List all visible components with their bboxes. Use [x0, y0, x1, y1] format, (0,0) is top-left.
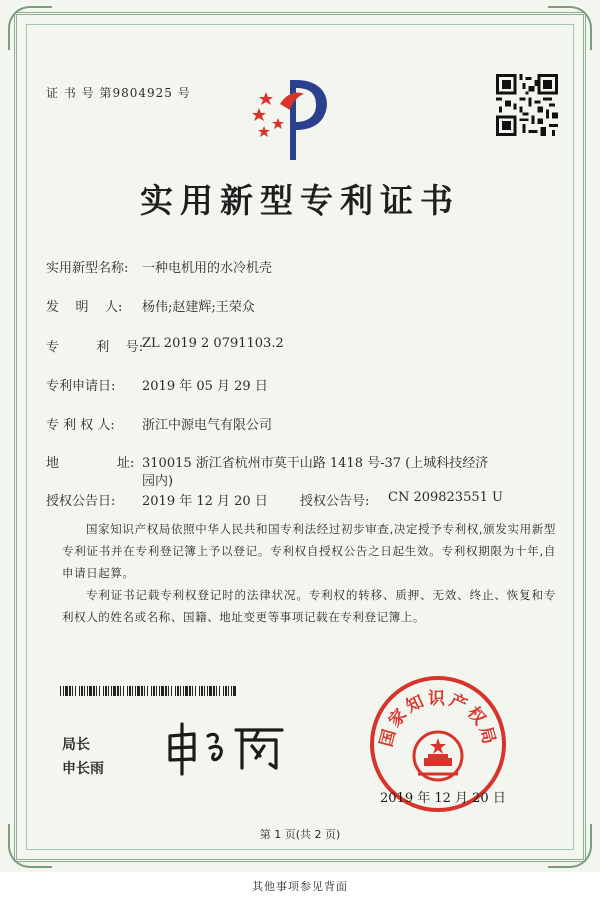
field-value: ZL 2019 2 0791103.2 [142, 336, 284, 351]
statement-paragraph: 国家知识产权局依照中华人民共和国专利法经过初步审查,决定授予专利权,颁发实用新型专利证书并在专利登记簿上予以登记。专利权自授权公告之日起生效。专利权期限为十年,自申请日起算。 [62, 522, 556, 580]
field-label: 专 利 号: [46, 340, 144, 355]
field-value: 2019 年 12 月 20 日 [142, 494, 268, 509]
legal-status-paragraph: 专利证书记载专利权登记时的法律状况。专利权的转移、质押、无效、终止、恢复和专利权人的姓名或名称、国籍、地址变更等事项记载在专利登记簿上。 [62, 588, 556, 624]
field-label: 发 明 人: [46, 300, 123, 315]
field-label: 专利申请日: [46, 379, 116, 394]
corner-ornament [8, 6, 52, 50]
field-value: 2019 年 05 月 29 日 [142, 379, 268, 394]
handwritten-signature [160, 718, 290, 778]
footer-note: 其他事项参见背面 [252, 880, 348, 893]
certificate-title: 实用新型专利证书 [140, 181, 460, 220]
certificate-number: 证 书 号 第9804925 号 [46, 86, 191, 100]
page-number: 第 1 页(共 2 页) [259, 828, 341, 841]
cnipa-logo-icon [252, 74, 332, 164]
field-value: CN 209823551 U [388, 490, 503, 505]
field-label: 授权公告号: [300, 494, 370, 509]
seal-text: 国家知识产权局 [376, 689, 500, 749]
national-emblem-icon [414, 732, 462, 780]
field-value: 浙江中源电气有限公司 [142, 418, 273, 433]
field-value: 310015 浙江省杭州市莫干山路 1418 号-37 (上城科技经济 [142, 456, 489, 471]
address-continuation: 园内) [142, 474, 174, 489]
field-label: 专 利 权 人: [46, 418, 115, 433]
field-label: 地 址: [46, 456, 135, 471]
field-label: 实用新型名称: [46, 261, 129, 276]
corner-ornament [548, 6, 592, 50]
field-label: 授权公告日: [46, 494, 116, 509]
signatory-name: 申长雨 [62, 761, 104, 777]
qr-code-icon [496, 74, 558, 136]
signatory-title: 局长 [62, 737, 90, 753]
seal-date: 2019 年 12 月 20 日 [380, 791, 506, 806]
barcode-icon [60, 686, 236, 696]
field-value: 一种电机用的水冷机壳 [142, 261, 273, 276]
field-value: 杨伟;赵建辉;王荣众 [142, 300, 255, 315]
